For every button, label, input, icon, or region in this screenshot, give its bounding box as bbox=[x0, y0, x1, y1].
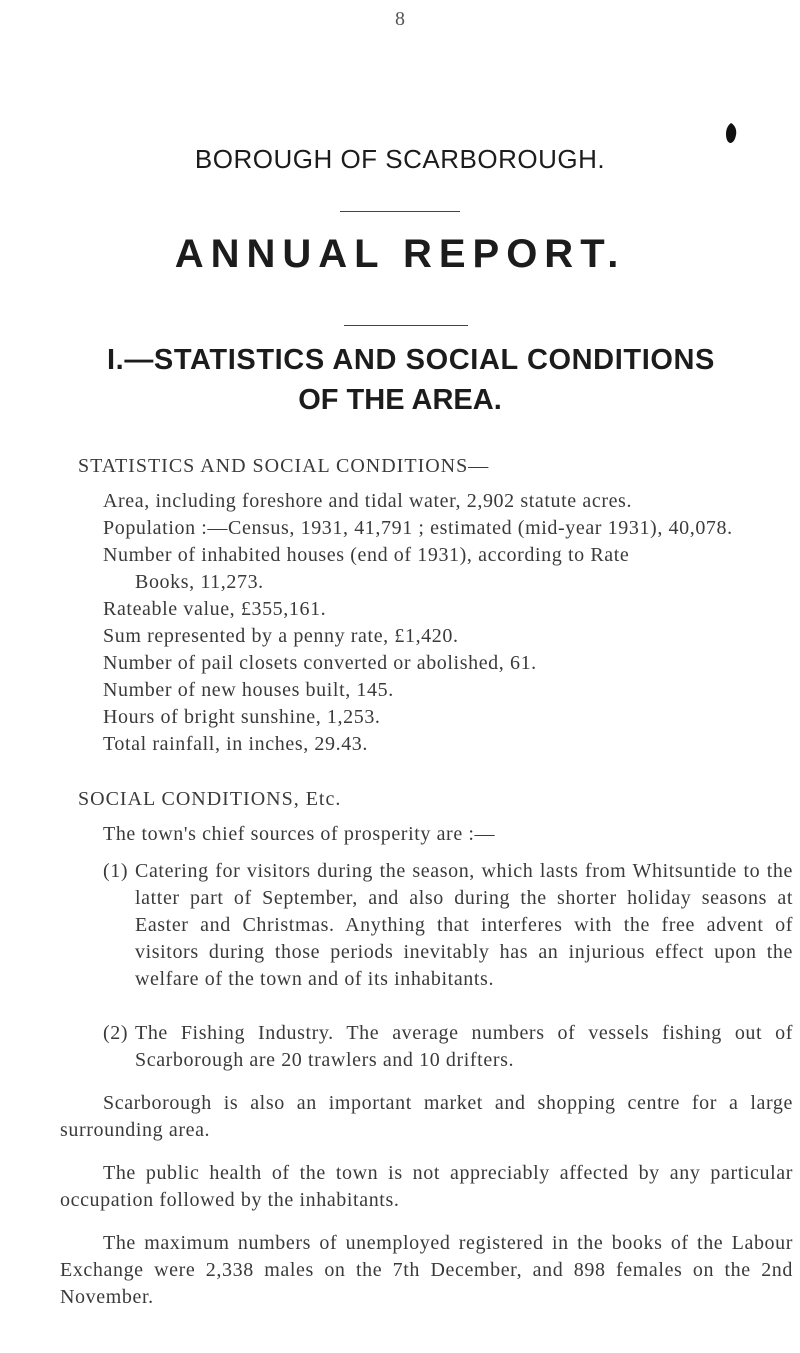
page-number: 8 bbox=[395, 8, 405, 30]
stat-population: Population :—Census, 1931, 41,791 ; estimated (mid-year 1931), 40,078. bbox=[103, 517, 733, 539]
stat-houses: Number of inhabited houses (end of 1931), according to Rate bbox=[103, 544, 630, 566]
stat-pail-closets: Number of pail closets converted or abolished, 61. bbox=[103, 652, 537, 674]
social-heading: SOCIAL CONDITIONS, Etc. bbox=[78, 788, 342, 810]
stat-penny-rate: Sum represented by a penny rate, £1,420. bbox=[103, 625, 459, 647]
stat-new-houses: Number of new houses built, 145. bbox=[103, 679, 394, 701]
list-item bbox=[103, 858, 793, 993]
list-item-number: (2) bbox=[103, 1022, 129, 1044]
section-title-line-1: I.—STATISTICS AND SOCIAL CONDITIONS bbox=[107, 344, 715, 376]
stat-area: Area, including foreshore and tidal water, 2,902 statute acres. bbox=[103, 490, 633, 512]
ink-blot-icon bbox=[724, 122, 738, 144]
stat-rateable-value: Rateable value, £355,161. bbox=[103, 598, 327, 620]
stat-rainfall: Total rainfall, in inches, 29.43. bbox=[103, 733, 369, 755]
section-title-line-2: OF THE AREA. bbox=[298, 384, 502, 416]
section-title bbox=[0, 340, 800, 420]
list-item-text: The Fishing Industry. The average numbers of vessels fishing out of Scarborough are 20 trawlers and 10 drifters. bbox=[135, 1022, 793, 1071]
paragraph-unemployed: The maximum numbers of unemployed registered in the books of the Labour Exchange were 2,338 males on the 7th December, and 898 females on the 2nd November. bbox=[60, 1232, 793, 1308]
paragraph-public-health: The public health of the town is not appreciably affected by any particular occupation followed by the inhabitants. bbox=[60, 1162, 793, 1211]
stat-sunshine: Hours of bright sunshine, 1,253. bbox=[103, 706, 381, 728]
statistics-heading: STATISTICS AND SOCIAL CONDITIONS— bbox=[78, 455, 490, 477]
title-divider-top bbox=[340, 211, 460, 212]
borough-title: BOROUGH OF SCARBOROUGH. bbox=[194, 144, 606, 174]
list-item-number: (1) bbox=[103, 860, 129, 882]
stat-houses-continued: Books, 11,273. bbox=[135, 571, 264, 593]
annual-report-title: ANNUAL REPORT. bbox=[174, 232, 626, 276]
social-intro: The town's chief sources of prosperity are :— bbox=[103, 823, 496, 845]
list-item-text: Catering for visitors during the season, which lasts from Whitsuntide to the latter part of September, and also during the shorter holiday seasons at Easter and Christmas. Anything that interferes with the free advent of visitors during those periods inevitably has an injurious effect upon the welfare of the town and of its inhabitants. bbox=[135, 860, 793, 990]
title-divider-bottom bbox=[344, 325, 468, 326]
paragraph-shopping: Scarborough is also an important market and shopping centre for a large surrounding area. bbox=[60, 1092, 793, 1141]
list-item bbox=[103, 1020, 793, 1074]
